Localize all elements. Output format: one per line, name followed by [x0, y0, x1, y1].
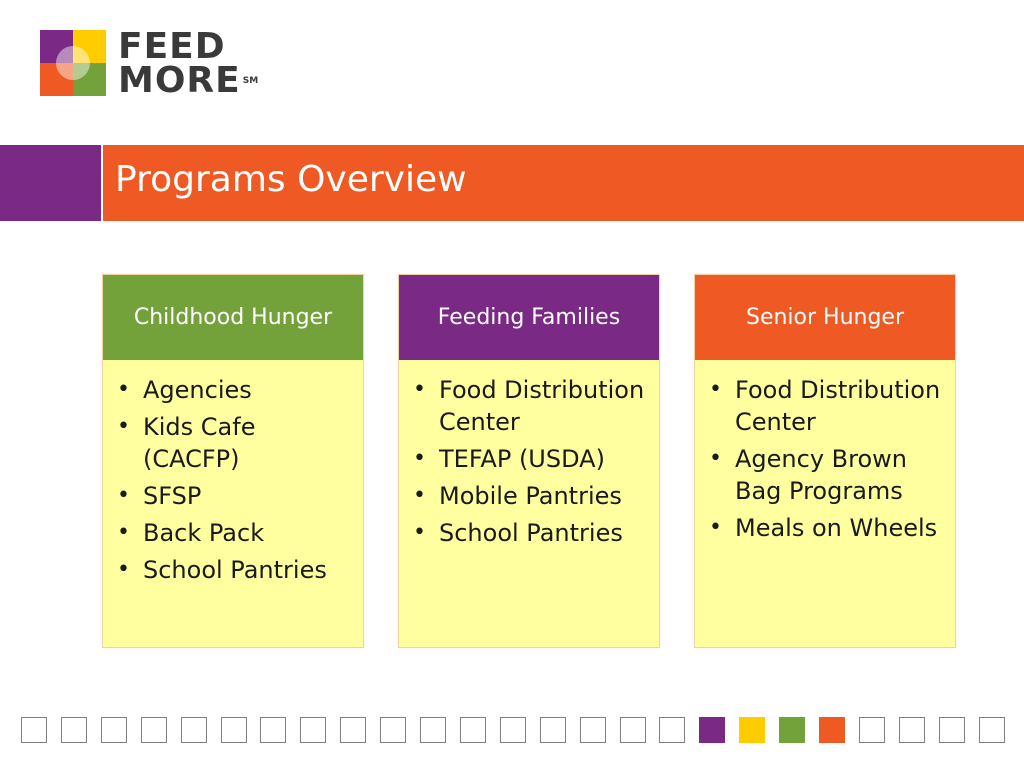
footer-square	[141, 717, 167, 743]
footer-square	[420, 717, 446, 743]
program-item-list	[103, 360, 363, 586]
title-bar	[103, 145, 1024, 221]
program-list-item: • Food Distribution Center	[707, 374, 945, 438]
footer-square	[859, 717, 885, 743]
logo-wordmark	[118, 26, 268, 101]
program-card	[102, 274, 364, 648]
footer-square	[939, 717, 965, 743]
footer-square	[221, 717, 247, 743]
program-list-item: • Back Pack	[115, 517, 353, 549]
footer-square	[380, 717, 406, 743]
program-list-item: • Kids Cafe (CACFP)	[115, 411, 353, 475]
logo-service-mark: SM	[242, 76, 259, 86]
program-item-list	[695, 360, 955, 544]
program-item-list	[399, 360, 659, 549]
program-list-item: • Food Distribution Center	[411, 374, 649, 438]
program-card-header: Childhood Hunger	[103, 275, 363, 360]
footer-square	[340, 717, 366, 743]
program-list-item: • Meals on Wheels	[707, 512, 945, 544]
footer-square-filled	[819, 717, 845, 743]
footer-square	[181, 717, 207, 743]
program-list-item: • Agencies	[115, 374, 353, 406]
footer-squares	[21, 717, 1003, 745]
program-list-item: • Mobile Pantries	[411, 480, 649, 512]
footer-square-filled	[779, 717, 805, 743]
footer-square	[580, 717, 606, 743]
footer-square	[620, 717, 646, 743]
logo-line-2: MORE	[118, 60, 241, 101]
feed-more-logo	[40, 26, 260, 101]
program-card-header: Senior Hunger	[695, 275, 955, 360]
footer-square	[300, 717, 326, 743]
program-card-header: Feeding Families	[399, 275, 659, 360]
footer-square	[659, 717, 685, 743]
program-list-item: • School Pantries	[115, 554, 353, 586]
title-accent-block	[0, 145, 101, 221]
footer-square	[899, 717, 925, 743]
page-title: Programs Overview	[115, 159, 467, 200]
title-band	[0, 145, 1024, 221]
program-list-item: • SFSP	[115, 480, 353, 512]
program-list-item: • TEFAP (USDA)	[411, 443, 649, 475]
program-list-item: • School Pantries	[411, 517, 649, 549]
footer-square	[260, 717, 286, 743]
program-card	[694, 274, 956, 648]
footer-square-filled	[699, 717, 725, 743]
logo-mark-icon	[40, 30, 106, 96]
footer-square	[61, 717, 87, 743]
footer-square	[21, 717, 47, 743]
logo-line-1: FEED	[118, 26, 226, 67]
program-list-item: • Agency Brown Bag Programs	[707, 443, 945, 507]
footer-square	[979, 717, 1005, 743]
footer-square	[500, 717, 526, 743]
footer-square	[460, 717, 486, 743]
footer-square-filled	[739, 717, 765, 743]
program-card	[398, 274, 660, 648]
footer-square	[101, 717, 127, 743]
footer-square	[540, 717, 566, 743]
